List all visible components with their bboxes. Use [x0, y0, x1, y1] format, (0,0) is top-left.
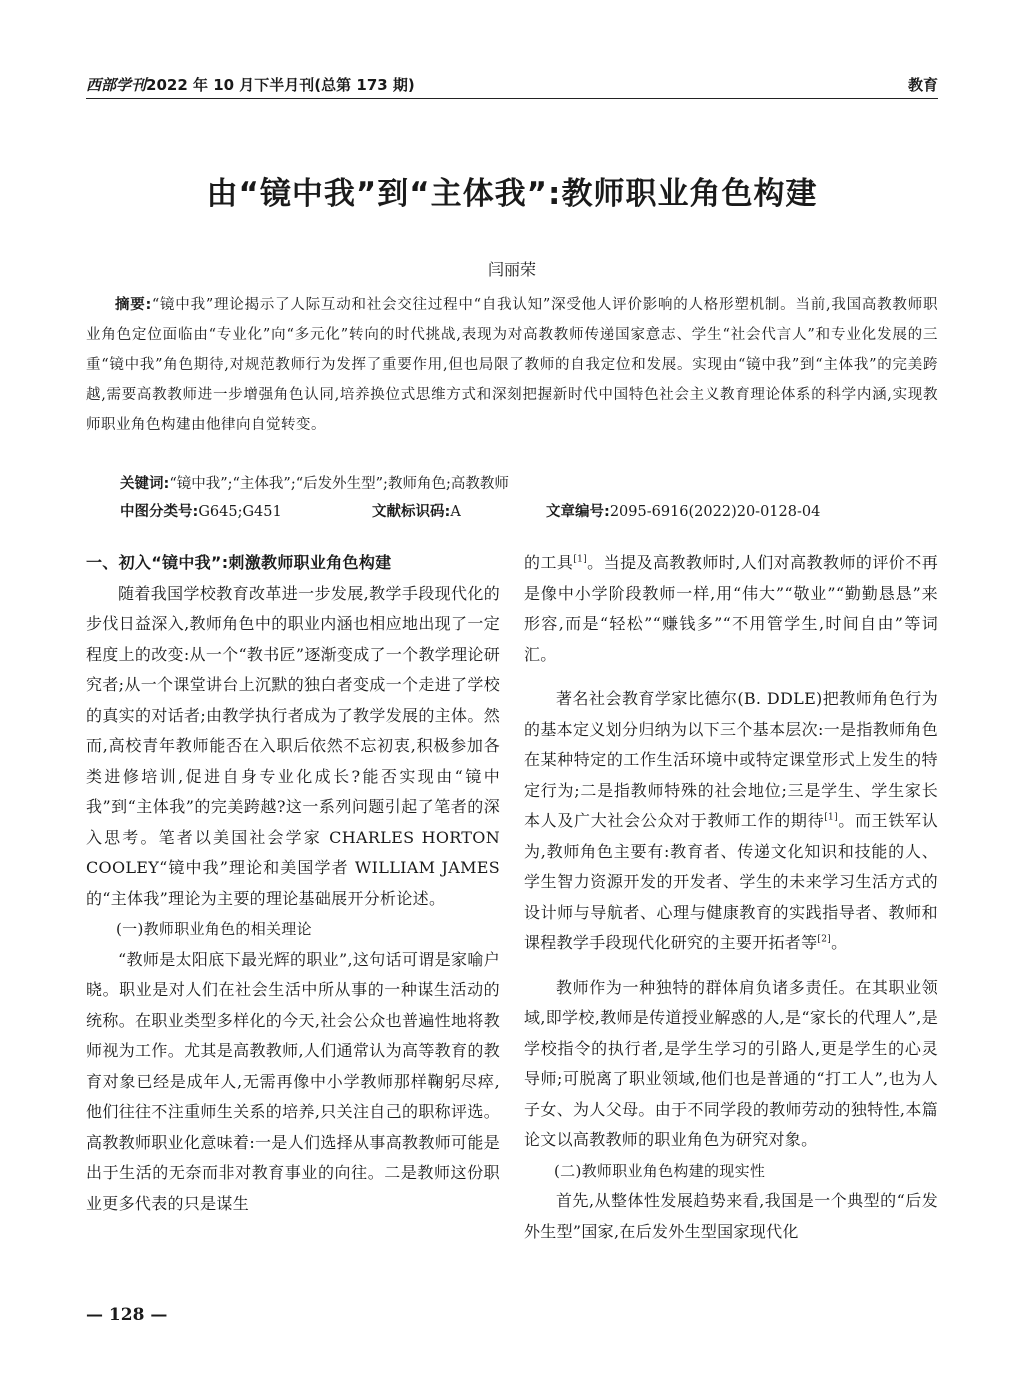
journal-logo: 西部学刊 [86, 76, 147, 94]
citation: [1] [824, 812, 838, 823]
article-number: 文章编号:2095-6916(2022)20-0128-04 [546, 504, 821, 520]
paragraph: 教师作为一种独特的群体肩负诸多责任。在其职业领域,即学校,教师是传道授业解惑的人,是“家长的代理人”,是学校指令的执行者,是学生学习的引路人,更是学生的心灵导师;可脱离了职业领域,他们也是普通的“打工人”,也为人子女、为人父母。由于不同学段的教师劳动的独特性,本篇论文以高教教师的职业角色为研究对象。 [524, 977, 938, 1149]
paragraph: 首先,从整体性发展趋势来看,我国是一个典型的“后发外生型”国家,在后发外生型国家现代化 [524, 1191, 938, 1241]
issue-info: 2022 年 10 月下半月刊(总第 173 期) [146, 76, 415, 94]
author-name: 闫丽荣 [487, 260, 536, 279]
citation: [1] [573, 554, 588, 565]
keywords-text: “镜中我”;“主体我”;“后发外生型”;教师角色;高教教师 [169, 476, 509, 492]
clc-code: 中图分类号:G645;G451 [120, 504, 282, 520]
abstract [86, 290, 938, 440]
doc-code: 文献标识码:A [372, 504, 461, 520]
section-label: 教育 [907, 76, 938, 94]
abstract-label: 摘要: [115, 297, 152, 313]
right-column [524, 548, 938, 1247]
page-number: — 128 — [86, 1305, 168, 1325]
keywords-label: 关键词: [120, 476, 170, 492]
running-header [86, 70, 938, 99]
header-journal [86, 74, 415, 95]
keywords [120, 469, 938, 499]
abstract-text: “镜中我”理论揭示了人际互动和社会交往过程中“自我认知”深受他人评价影响的人格形塑机制。当前,我国高教教师职业角色定位面临由“专业化”向“多元化”转向的时代挑战,表现为对高教教师传递国家意志、学生“社会代言人”和专业化发展的三重“镜中我”角色期待,对规范教师行为发挥了重要作用,但也局限了教师的自我定位和发展。实现由“镜中我”到“主体我”的完美跨越,需要高教教师进一步增强角色认同,培养换位式思维方式和深刻把握新时代中国特色社会主义教育理论体系的科学内涵,实现教师职业角色构建由他律向自觉转变。 [86, 297, 938, 433]
subsection-heading: (一)教师职业角色的相关理论 [116, 920, 312, 938]
citation: [2] [817, 934, 832, 945]
paragraph: 著名社会教育学家比德尔(B. DDLE)把教师角色行为的基本定义划分归纳为以下三个基本层次:一是指教师角色在某种特定的工作生活环境中或特定课堂形式上发生的特定行为;二是指教师特殊的社会地位;三是学生、学生家长本人及广大社会公众对于教师工作的期待[1]。而王铁军认为,教师角色主要有:教育者、传递文化知识和技能的人、学生智力资源开发的开发者、学生的未来学习生活方式的设计师与导航者、心理与健康教育的实践指导者、教师和课程教学手段现代化研究的主要开拓者等[2]。 [524, 689, 938, 952]
section-heading: 一、初入“镜中我”:刺激教师职业角色构建 [86, 553, 392, 572]
paragraph: 随着我国学校教育改革进一步发展,教学手段现代化的步伐日益深入,教师角色中的职业内涵也相应地出现了一定程度上的改变:从一个“教书匠”逐渐变成了一个教学理论研究者;从一个课堂讲台上沉默的独白者变成一个走进了学校的真实的对话者;由教学执行者成为了教学发展的主体。然而,高校青年教师能否在入职后依然不忘初衷,积极参加各类进修培训,促进自身专业化成长?能否实现由“镜中我”到“主体我”的完美跨越?这一系列问题引起了笔者的深入思考。笔者以美国社会学家 CHARLES HORTON COOLEY“镜中我”理论和美国学者 WILLIAM JAMES 的“主体我”理论为主要的理论基础展开分析论述。 [86, 583, 500, 908]
subsection-heading: (二)教师职业角色构建的现实性 [554, 1161, 766, 1180]
article-title: 由“镜中我”到“主体我”:教师职业角色构建 [206, 176, 818, 212]
left-column [86, 548, 500, 1219]
paragraph: 的工具[1]。当提及高教教师时,人们对高教教师的评价不再是像中小学阶段教师一样,用“伟大”“敬业”“勤勤恳恳”来形容,而是“轻松”“赚钱多”“不用管学生,时间自由”等词汇。 [524, 553, 939, 664]
paragraph: “教师是太阳底下最光辉的职业”,这句话可谓是家喻户晓。职业是对人们在社会生活中所从事的一种谋生活动的统称。在职业类型多样化的今天,社会公众也普遍性地将教师视为工作。尤其是高教教师,人们通常认为高等教育的教育对象已经是成年人,无需再像中小学教师那样鞠躬尽瘁,他们往往不注重师生关系的培养,只关注自己的职称评选。高教教师职业化意味着:一是人们选择从事高教教师可能是出于生活的无奈而非对教育事业的向往。二是教师这份职业更多代表的只是谋生 [86, 949, 500, 1213]
